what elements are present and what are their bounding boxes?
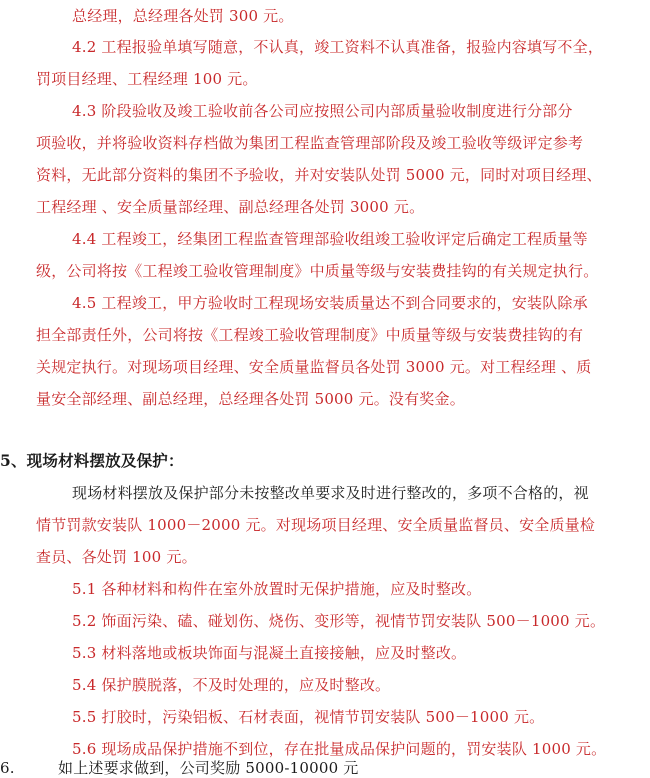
text-line-9: 级，公司将按《工程竣工验收管理制度》中质量等级与安装费挂钩的有关规定执行。 <box>36 262 599 280</box>
clause-5-3: 5.3 材料落地或板块饰面与混凝土直接接触，应及时整改。 <box>72 644 467 662</box>
clause-5-4: 5.4 保护膜脱落，不及时处理的，应及时整改。 <box>72 676 391 694</box>
clause-5-5: 5.5 打胶时，污染铝板、石材表面，视情节罚安装队 500－1000 元。 <box>72 708 545 726</box>
section-5-intro: 现场材料摆放及保护部分未按整改单要求及时进行整改的，多项不合格的，视 <box>72 484 589 502</box>
clause-5-1: 5.1 各种材料和构件在室外放置时无保护措施，应及时整改。 <box>72 580 482 598</box>
text-line-1: 总经理，总经理各处罚 300 元。 <box>72 7 294 25</box>
text-line-12: 关规定执行。对现场项目经理、安全质量监督员各处罚 3000 元。对工程经理 、质 <box>36 358 592 376</box>
clause-4-3: 4.3 阶段验收及竣工验收前各公司应按照公司内部质量验收制度进行分部分 <box>72 102 573 120</box>
text-line-16: 情节罚款安装队 1000－2000 元。对现场项目经理、安全质量监督员、安全质量检 <box>36 516 596 534</box>
section-5-heading: 5、现场材料摆放及保护： <box>0 451 184 470</box>
section-6-text: 如上述要求做到，公司奖励 5000-10000 元 <box>58 759 359 777</box>
text-line-3: 罚项目经理、工程经理 100 元。 <box>36 70 258 88</box>
text-line-13: 量安全部经理、副总经理，总经理各处罚 5000 元。没有奖金。 <box>36 390 465 408</box>
clause-4-4: 4.4 工程竣工，经集团工程监查管理部验收组竣工验收评定后确定工程质量等 <box>72 230 588 248</box>
section-6-number: 6. <box>0 759 15 777</box>
clause-4-5: 4.5 工程竣工，甲方验收时工程现场安装质量达不到合同要求的，安装队除承 <box>72 294 588 312</box>
clause-4-2: 4.2 工程报验单填写随意，不认真，竣工资料不认真准备，报验内容填写不全， <box>72 38 604 56</box>
text-line-7: 工程经理 、安全质量部经理、副总经理各处罚 3000 元。 <box>36 198 425 216</box>
text-line-17: 查员、各处罚 100 元。 <box>36 548 197 566</box>
text-line-11: 担全部责任外，公司将按《工程竣工验收管理制度》中质量等级与安装费挂钩的有 <box>36 326 584 344</box>
clause-5-6: 5.6 现场成品保护措施不到位，存在批量成品保护问题的，罚安装队 1000 元。 <box>72 740 607 758</box>
text-line-6: 资料，无此部分资料的集团不予验收，并对安装队处罚 5000 元，同时对项目经理、 <box>36 166 602 184</box>
text-line-5: 项验收，并将验收资料存档做为集团工程监查管理部阶段及竣工验收等级评定参考 <box>36 134 584 152</box>
clause-5-2: 5.2 饰面污染、磕、碰划伤、烧伤、变形等，视情节罚安装队 500－1000 元。 <box>72 612 606 630</box>
